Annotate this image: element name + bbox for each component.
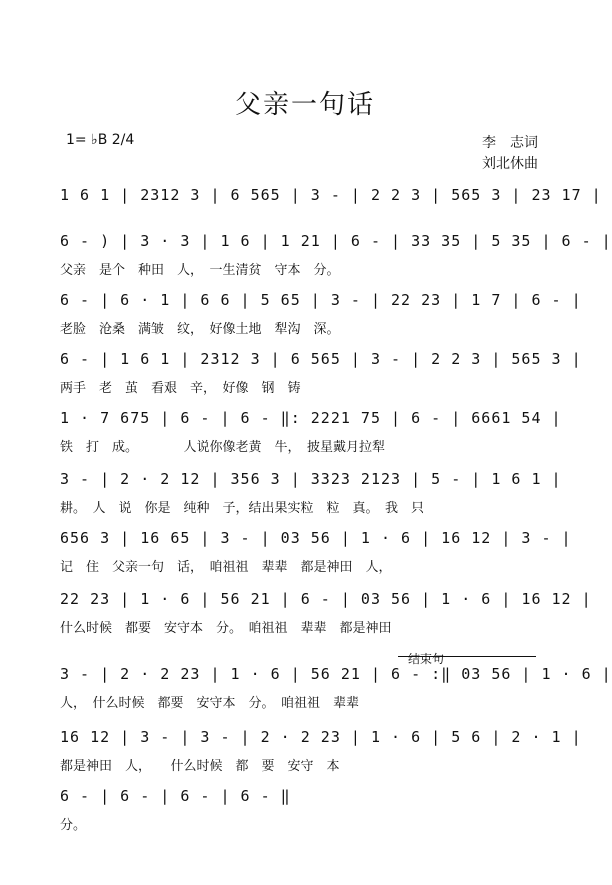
lyric-line: 铁 打 成。 人说你像老黄 牛， 披星戴月拉犁 <box>60 440 386 455</box>
jianpu-notes: 22 23 | 1 · 6 | 56 21 | 6 - | 03 56 | 1 · 6 | 16 12 | <box>60 590 592 608</box>
lyric-line: 分。 <box>60 818 87 833</box>
lyric-line: 两手 老 茧 看艰 辛， 好像 钢 铸 <box>60 381 301 396</box>
lyric-line: 记 住 父亲一句 话， 咱祖祖 辈辈 都是神田 人， <box>60 560 392 575</box>
song-title: 父亲一句话 <box>234 90 375 120</box>
lyric-line: 父亲 是个 种田 人， 一生清贫 守本 分。 <box>60 263 340 278</box>
jianpu-notes: 16 12 | 3 - | 3 - | 2 · 2 23 | 1 · 6 | 5 6 | 2 · 1 | <box>60 728 582 746</box>
lyric-line: 老脸 沧桑 满皱 纹， 好像土地 犁沟 深。 <box>60 322 340 337</box>
composer-credit: 刘北休曲 <box>482 156 538 172</box>
lyric-line: 都是神田 人， 什么时候 都 要 安守 本 <box>60 759 340 774</box>
jianpu-notes: 6 - | 1 6 1 | 2312 3 | 6 565 | 3 - | 2 2 3 | 565 3 | <box>60 350 582 368</box>
jianpu-notes: 1 6 1 | 2312 3 | 6 565 | 3 - | 2 2 3 | 565 3 | 23 17 | <box>60 186 602 204</box>
lyric-line: 什么时候 都要 安守本 分。 咱祖祖 辈辈 都是神田 <box>60 621 392 636</box>
jianpu-notes: 3 - | 2 · 2 23 | 1 · 6 | 56 21 | 6 - :‖ 03 56 | 1 · 6 | <box>60 665 612 683</box>
ending-label: 结束句 <box>408 652 445 666</box>
lyric-line: 人， 什么时候 都要 安守本 分。 咱祖祖 辈辈 <box>60 696 360 711</box>
key-signature: 1= ♭B 2/4 <box>66 132 135 148</box>
jianpu-notes: 6 - | 6 - | 6 - | 6 - ‖ <box>60 787 291 805</box>
jianpu-notes: 1 · 7 675 | 6 - | 6 - ‖: 2221 75 | 6 - | 6661 54 | <box>60 409 562 427</box>
jianpu-notes: 3 - | 2 · 2 12 | 356 3 | 3323 2123 | 5 - | 1 6 1 | <box>60 470 562 488</box>
jianpu-notes: 6 - | 6 · 1 | 6 6 | 5 65 | 3 - | 22 23 | 1 7 | 6 - | <box>60 291 582 309</box>
lyricist-credit: 李 志词 <box>482 135 538 151</box>
jianpu-notes: 6 - ) | 3 · 3 | 1 6 | 1 21 | 6 - | 33 35 | 5 35 | 6 - | <box>60 232 612 250</box>
jianpu-notes: 656 3 | 16 65 | 3 - | 03 56 | 1 · 6 | 16 12 | 3 - | <box>60 529 572 547</box>
lyric-line: 耕。 人 说 你是 纯种 子，结出果实粒 粒 真。 我 只 <box>60 501 425 516</box>
